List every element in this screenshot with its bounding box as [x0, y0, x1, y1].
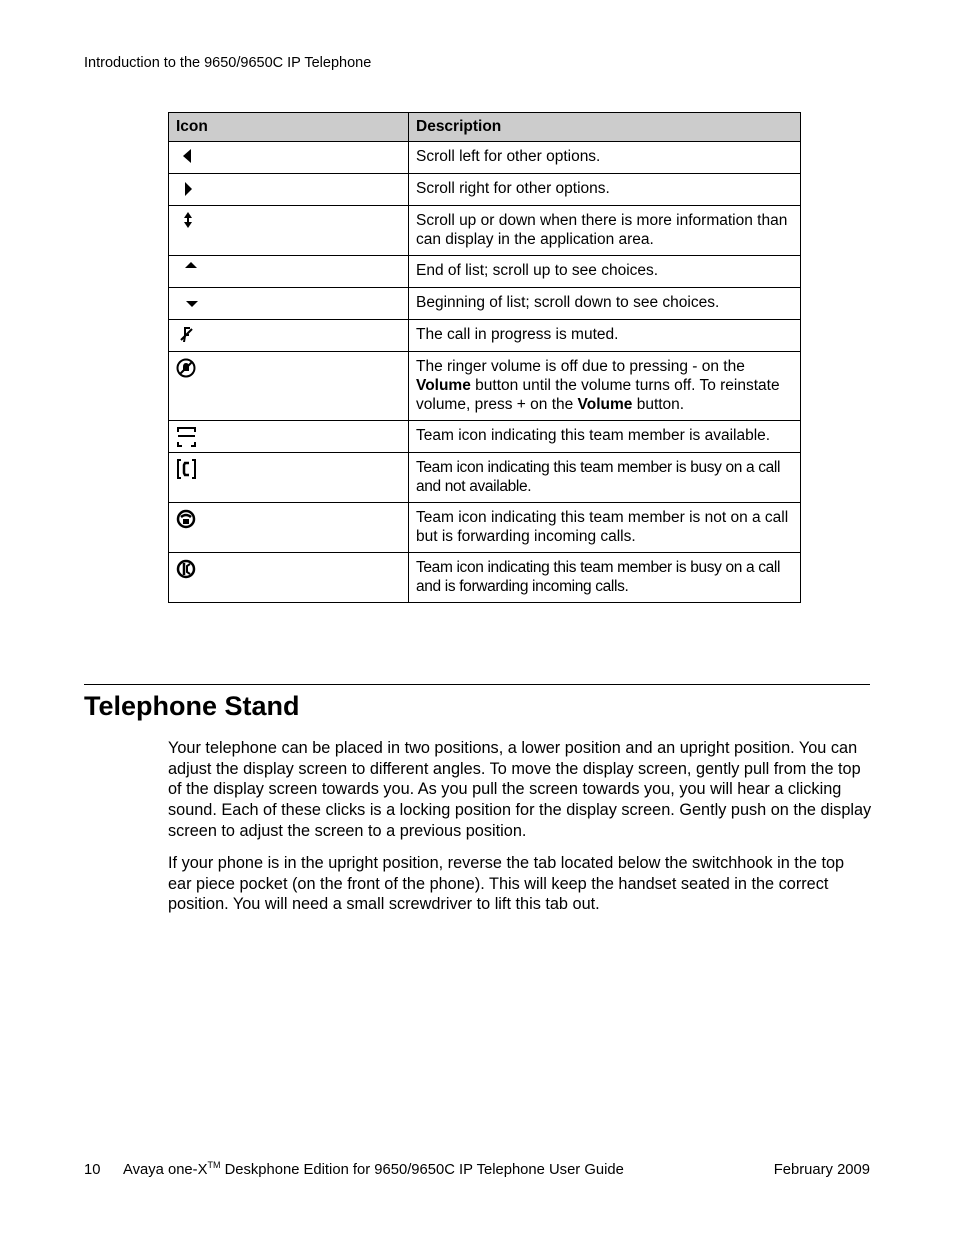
footer-date: February 2009 [773, 1162, 870, 1178]
table-row [169, 142, 801, 174]
team-available-icon [176, 426, 198, 446]
team-forwarding-icon [176, 508, 198, 528]
row-description: Scroll right for other options. [409, 174, 801, 206]
row-description: End of list; scroll up to see choices. [409, 256, 801, 288]
table-row [169, 206, 801, 256]
team-busy-forwarding-icon [176, 558, 198, 578]
section-divider [84, 684, 870, 685]
table-row [169, 421, 801, 453]
table-row [169, 352, 801, 421]
row-description: Team icon indicating this team member is available. [409, 421, 801, 453]
row-description: Scroll up or down when there is more information than can display in the application area. [409, 206, 801, 256]
row-description: The call in progress is muted. [409, 320, 801, 352]
footer-title: Avaya one-X™ Deskphone Edition for 9650/9650C IP Telephone User Guide [123, 1160, 624, 1178]
mute-icon [176, 325, 198, 345]
table-header-row [169, 113, 801, 142]
table-row [169, 288, 801, 320]
table-row [169, 256, 801, 288]
icon-table [168, 112, 801, 603]
table-row [169, 320, 801, 352]
table-row [169, 503, 801, 553]
scroll-up-down-icon [176, 211, 198, 231]
ringer-off-icon [176, 357, 198, 377]
beginning-of-list-icon [176, 293, 198, 313]
table-row [169, 453, 801, 503]
end-of-list-icon [176, 261, 198, 281]
row-description: Scroll left for other options. [409, 142, 801, 174]
scroll-right-icon [176, 179, 198, 199]
row-description: Team icon indicating this team member is busy on a call and not available. [409, 453, 801, 503]
row-description: Beginning of list; scroll down to see choices. [409, 288, 801, 320]
table-row [169, 553, 801, 603]
team-busy-icon [176, 458, 198, 478]
table-row [169, 174, 801, 206]
description-column-header: Description [409, 113, 801, 142]
row-description: Team icon indicating this team member is busy on a call and is forwarding incoming calls. [409, 553, 801, 603]
body-paragraph: Your telephone can be placed in two positions, a lower position and an upright position. You can adjust the display screen to different angles. To move the display screen, gently pull from the top of the display screen towards you. As you pull the screen towards you, you will hear a clicking sound. Each of these clicks is a locking position for the display screen. Gently push on the display screen to adjust the screen to a previous position. [168, 739, 872, 840]
scroll-left-icon [176, 147, 198, 167]
row-description: Team icon indicating this team member is not on a call but is forwarding incoming calls. [409, 503, 801, 553]
body-paragraph: If your phone is in the upright position, reverse the tab located below the switchhook in the top ear piece pocket (on the front of the phone). This will keep the handset seated in the correct position. You will need a small screwdriver to lift this tab out. [168, 854, 845, 914]
icon-column-header: Icon [169, 113, 409, 142]
running-header: Introduction to the 9650/9650C IP Telephone [84, 55, 372, 71]
row-description: The ringer volume is off due to pressing - on the Volume button until the volume turns off. To reinstate volume, press + on the Volume button. [409, 352, 801, 421]
section-title: Telephone Stand [84, 691, 300, 721]
page-number: 10 [84, 1162, 101, 1178]
trademark-mark: TM [207, 1160, 221, 1170]
